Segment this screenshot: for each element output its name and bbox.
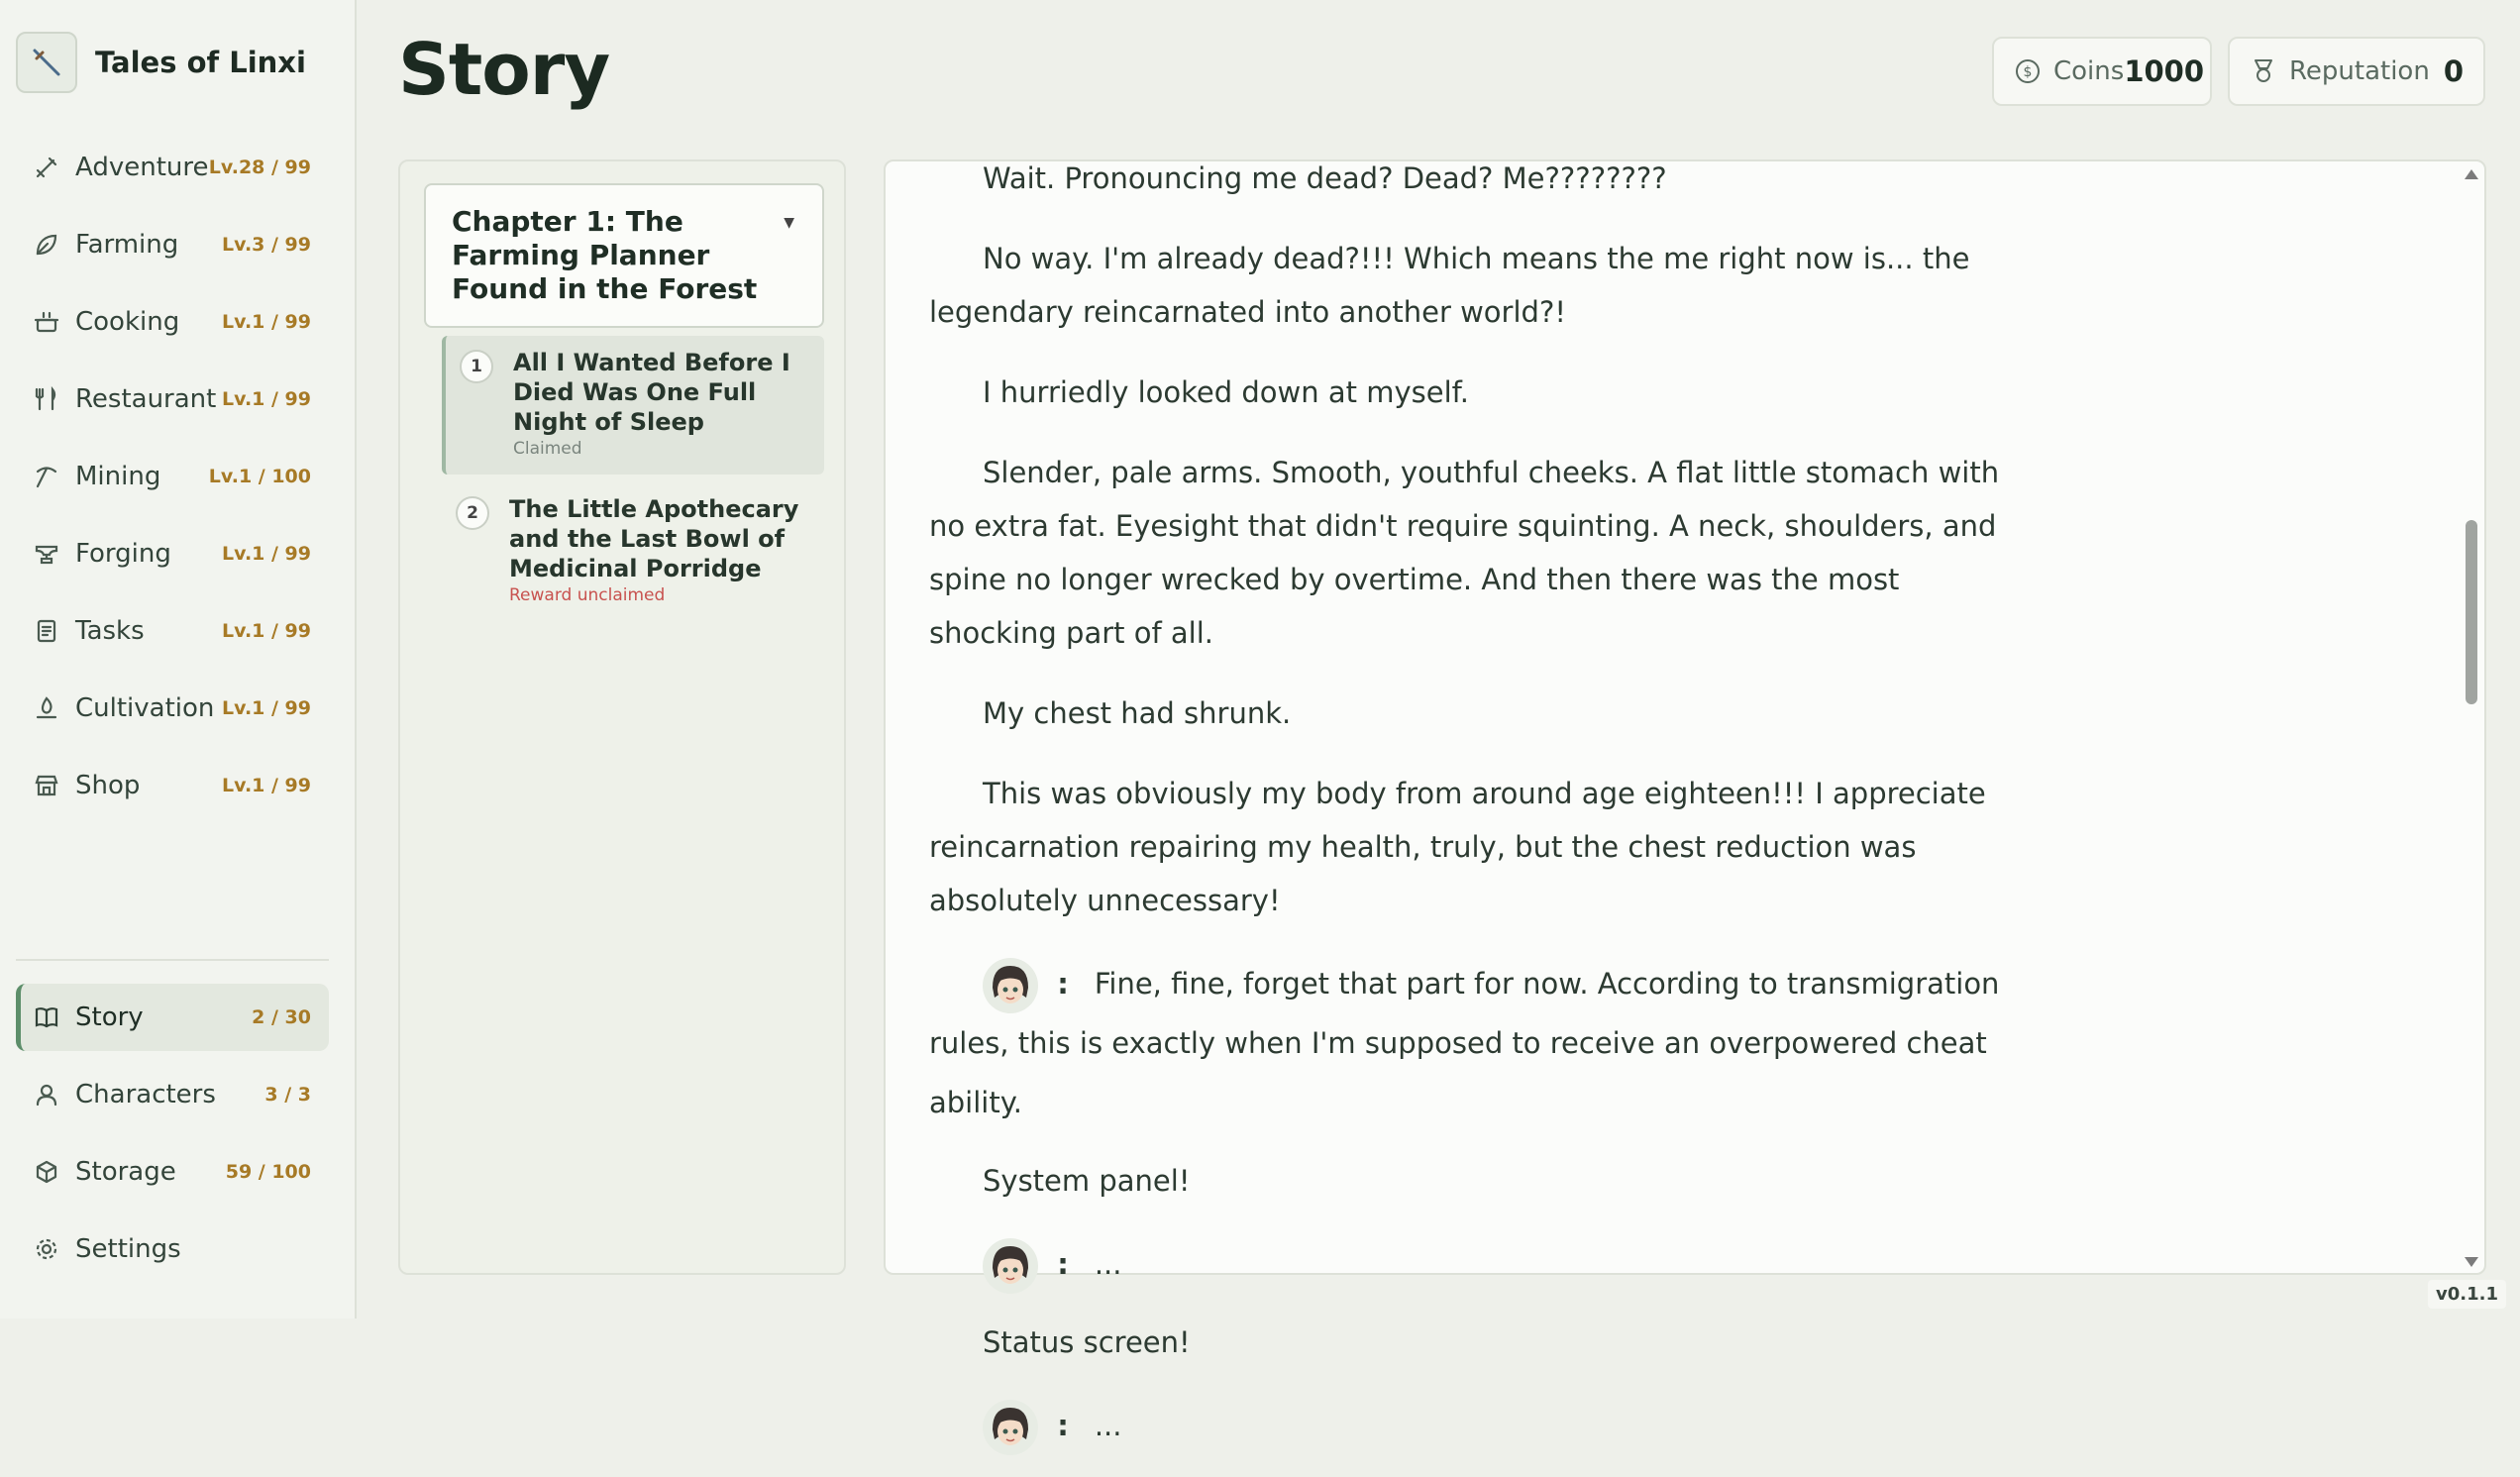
sidebar-item-label: Cooking	[75, 307, 180, 337]
dialogue-text: ...	[1094, 1409, 1122, 1442]
scrollbar[interactable]	[2461, 163, 2482, 1273]
story-paragraph: My chest had shrunk.	[983, 696, 1292, 730]
sidebar-item-level: Lv.1 / 99	[222, 543, 311, 565]
episode-item[interactable]	[442, 336, 824, 475]
sidebar-item-shop[interactable]	[16, 752, 329, 819]
sidebar-item-level: Lv.1 / 99	[222, 388, 311, 410]
gear-icon	[32, 1234, 61, 1264]
scroll-icon	[32, 616, 61, 646]
episode-status: Claimed	[513, 439, 582, 459]
medal-icon	[2250, 57, 2277, 85]
coins-label: Coins	[2053, 56, 2125, 86]
sidebar-item-count: 3 / 3	[264, 1084, 311, 1106]
story-paragraph: No way. I'm already dead?!!! Which means the me right now is... the legendary reincarnated into another world?!	[929, 242, 1970, 329]
sidebar-item-cooking[interactable]	[16, 288, 329, 356]
flame-icon	[32, 693, 61, 723]
scroll-down-arrow-icon[interactable]	[2465, 1257, 2478, 1267]
sidebar-item-count: 59 / 100	[225, 1161, 311, 1183]
episode-title: All I Wanted Before I Died Was One Full Night of Sleep	[513, 349, 790, 436]
episode-number: 2	[456, 496, 489, 530]
sidebar-item-label: Settings	[75, 1234, 181, 1264]
sidebar-item-label: Mining	[75, 462, 161, 491]
reputation-display	[2228, 37, 2485, 106]
dialogue-text: ...	[1094, 1247, 1122, 1281]
sidebar-item-label: Forging	[75, 539, 171, 569]
sidebar-item-cultivation[interactable]	[16, 675, 329, 742]
box-icon	[32, 1157, 61, 1187]
sidebar-item-farming[interactable]	[16, 211, 329, 278]
story-paragraph: Wait. Pronouncing me dead? Dead? Me????????	[983, 161, 1667, 195]
sword-icon	[32, 153, 61, 182]
episode-number: 1	[460, 350, 493, 383]
dialogue-text: Fine, fine, forget that part for now. According to transmigration rules, this is exactly when I'm supposed to receive an overpowered cheat ability.	[929, 967, 2000, 1119]
sidebar-item-label: Characters	[75, 1080, 216, 1109]
sidebar-item-label: Cultivation	[75, 693, 215, 723]
sidebar-item-label: Tasks	[75, 616, 145, 646]
story-paragraph: Status screen!	[983, 1325, 1191, 1359]
sidebar-item-label: Storage	[75, 1157, 176, 1187]
chapter-select-value: Chapter 1: The Farming Planner Found in the Forest	[452, 205, 758, 305]
sidebar-item-label: Adventure	[75, 153, 209, 182]
reputation-value: 0	[2443, 54, 2464, 88]
sidebar	[0, 0, 357, 1319]
coin-icon	[2014, 57, 2042, 85]
utensils-icon	[32, 384, 61, 414]
story-paragraph: This was obviously my body from around age eighteen!!! I appreciate reincarnation repairing my health, truly, but the chest reduction was absolutely unnecessary!	[929, 777, 1986, 917]
sidebar-item-level: Lv.1 / 99	[222, 620, 311, 642]
sidebar-item-restaurant[interactable]	[16, 366, 329, 433]
sidebar-item-level: Lv.1 / 99	[222, 775, 311, 796]
character-avatar	[983, 1400, 1038, 1455]
character-avatar	[983, 1238, 1038, 1294]
chevron-down-icon: ▼	[784, 215, 794, 231]
app-logo-icon	[16, 32, 77, 93]
episode-title: The Little Apothecary and the Last Bowl of Medicinal Porridge	[509, 495, 799, 582]
page-title: Story	[398, 28, 610, 111]
sidebar-item-count: 2 / 30	[252, 1006, 311, 1028]
sidebar-item-settings[interactable]	[16, 1215, 329, 1283]
sidebar-item-story[interactable]	[16, 984, 329, 1051]
sidebar-item-level: Lv.1 / 100	[208, 466, 311, 487]
book-icon	[32, 1002, 61, 1032]
story-paragraph: Slender, pale arms. Smooth, youthful cheeks. A flat little stomach with no extra fat. Eyesight that didn't require squinting. A neck, shoulders, and spine no longer wrecked by overtime. And then there was the most shocking part of all.	[929, 456, 2000, 650]
episode-status: Reward unclaimed	[509, 585, 666, 605]
sidebar-item-label: Farming	[75, 230, 179, 260]
sidebar-item-label: Shop	[75, 771, 141, 800]
coins-display	[1992, 37, 2212, 106]
user-icon	[32, 1080, 61, 1109]
sidebar-item-label: Story	[75, 1002, 144, 1032]
leaf-icon	[32, 230, 61, 260]
sidebar-item-forging[interactable]	[16, 520, 329, 587]
coins-value: 1000	[2124, 54, 2205, 88]
sidebar-divider	[16, 959, 329, 961]
app-title: Tales of Linxi	[95, 46, 306, 79]
story-paragraph: I hurriedly looked down at myself.	[983, 375, 1469, 409]
sidebar-item-level: Lv.1 / 99	[222, 697, 311, 719]
version-label: v0.1.1	[2428, 1280, 2506, 1309]
dialogue-line: : ...	[929, 1396, 2019, 1455]
character-avatar	[983, 958, 1038, 1013]
brand	[16, 31, 306, 94]
sidebar-item-adventure[interactable]	[16, 134, 329, 201]
chapter-select[interactable]	[424, 183, 824, 328]
reputation-label: Reputation	[2289, 56, 2430, 86]
sidebar-item-level: Lv.1 / 99	[222, 311, 311, 333]
scroll-up-arrow-icon[interactable]	[2465, 169, 2478, 179]
chapter-panel	[398, 159, 846, 1275]
svg-text:$: $	[2023, 64, 2033, 80]
store-icon	[32, 771, 61, 800]
dialogue-line: : ...	[929, 1234, 2019, 1294]
sidebar-item-storage[interactable]	[16, 1138, 329, 1206]
pot-icon	[32, 307, 61, 337]
story-paragraph: System panel!	[983, 1164, 1191, 1198]
sidebar-item-mining[interactable]	[16, 443, 329, 510]
sidebar-item-label: Restaurant	[75, 384, 217, 414]
pickaxe-icon	[32, 462, 61, 491]
anvil-icon	[32, 539, 61, 569]
sidebar-item-tasks[interactable]	[16, 597, 329, 665]
sidebar-item-level: Lv.28 / 99	[208, 157, 311, 178]
dialogue-line: : Fine, fine, forget that part for now. According to transmigration rules, this is exactly when I'm supposed to receive an overpowered cheat ability.	[929, 954, 2019, 1132]
scrollbar-thumb[interactable]	[2466, 520, 2477, 704]
episode-item[interactable]	[442, 482, 824, 621]
sidebar-item-level: Lv.3 / 99	[222, 234, 311, 256]
sidebar-item-characters[interactable]	[16, 1061, 329, 1128]
story-text	[929, 161, 2019, 1477]
